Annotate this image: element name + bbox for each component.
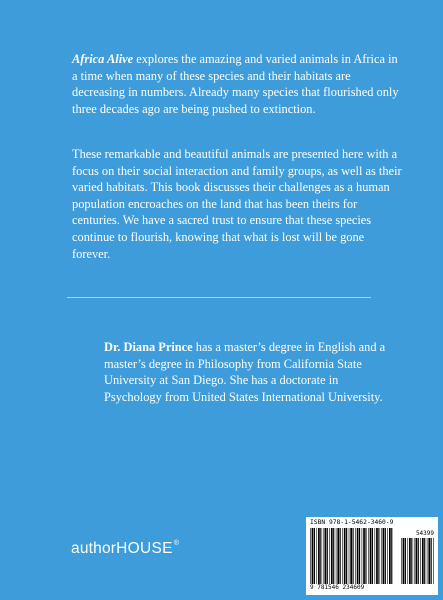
ean-digits: 9 781546 234609 [310, 584, 365, 591]
description-paragraph-1-text: explores the amazing and varied animals in Africa in a time when many of these species and their habitats are decreasing in numbers. Already many species that flourished only three decades ago are being pushed to extinction. [72, 52, 399, 116]
logo-prefix: author [71, 540, 117, 557]
price-barcode-bars [401, 538, 434, 584]
price-code: 54399 [415, 530, 434, 537]
author-bio [104, 339, 394, 405]
barcode-bars [310, 528, 394, 584]
publisher-logo [71, 540, 179, 558]
book-title: Africa Alive [72, 52, 134, 66]
section-divider [67, 297, 371, 298]
description-paragraph-1 [72, 51, 404, 117]
author-bio-text: has a master’s degree in English and a master’s degree in Philosophy from California State University at San Diego. She has a doctorate in Psychology from United States International University. [104, 340, 386, 404]
author-name: Dr. Diana Prince [104, 340, 193, 354]
barcode [306, 517, 438, 595]
logo-suffix: HOUSE [116, 540, 173, 557]
registered-mark: ® [173, 540, 180, 547]
isbn-text: ISBN 978-1-5462-3460-9 [310, 519, 394, 526]
description-paragraph-2: These remarkable and beautiful animals are presented here with a focus on their social interaction and family groups, as well as their varied habitats. This book discusses their challenges as a human population encroaches on the land that has been theirs for centuries. We have a sacred trust to ensure that these species continue to flourish, knowing that what is lost will be gone forever. [72, 147, 402, 261]
